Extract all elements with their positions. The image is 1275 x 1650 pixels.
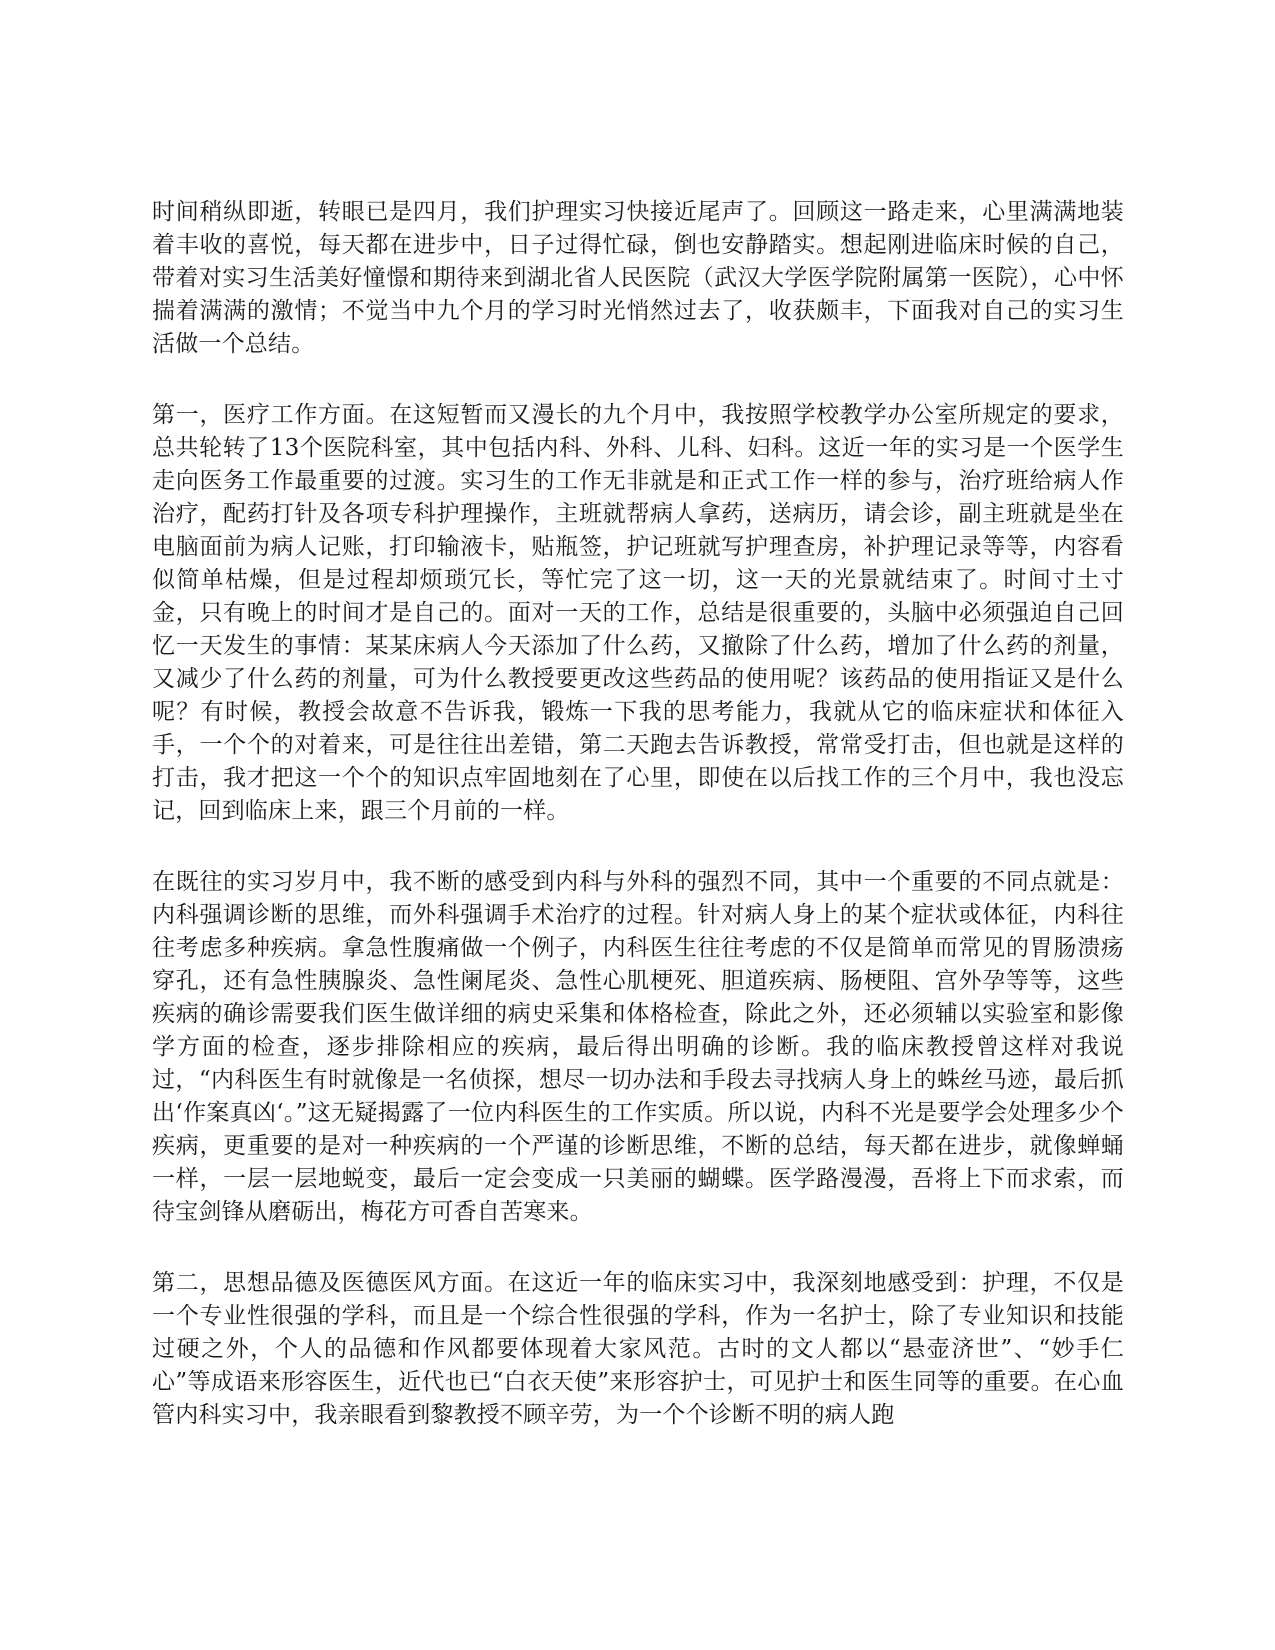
document-body (152, 196, 1124, 1470)
paragraph-intro: 时间稍纵即逝，转眼已是四月，我们护理实习快接近尾声了。回顾这一路走来，心里满满地装着丰收的喜悦，每天都在进步中，日子过得忙碌，倒也安静踏实。想起刚进临床时候的自己，带着对实习生活美好憧憬和期待来到湖北省人民医院（武汉大学医学院附属第一医院），心中怀揣着满满的激情；不觉当中九个月的学习时光悄然过去了，收获颇丰，下面我对自己的实习生活做一个总结。 (152, 199, 1124, 357)
paragraph-medical-work: 第一，医疗工作方面。在这短暂而又漫长的九个月中，我按照学校教学办公室所规定的要求，总共轮转了13个医院科室，其中包括内科、外科、儿科、妇科。这近一年的实习是一个医学生走向医务工作最重要的过渡。实习生的工作无非就是和正式工作一样的参与，治疗班给病人作治疗，配药打针及各项专科护理操作，主班就帮病人拿药，送病历，请会诊，副主班就是坐在电脑面前为病人记账，打印输液卡，贴瓶签，护记班就写护理查房，补护理记录等等，内容看似简单枯燥，但是过程却烦琐冗长，等忙完了这一切，这一天的光景就结束了。时间寸土寸金，只有晚上的时间才是自己的。面对一天的工作，总结是很重要的，头脑中必须强迫自己回忆一天发生的事情：某某床病人今天添加了什么药，又撤除了什么药，增加了什么药的剂量，又减少了什么药的剂量，可为什么教授要更改这些药品的使用呢？该药品的使用指证又是什么呢？有时候，教授会故意不告诉我，锻炼一下我的思考能力，我就从它的临床症状和体征入手，一个个的对着来，可是往往出差错，第二天跑去告诉教授，常常受打击，但也就是这样的打击，我才把这一个个的知识点牢固地刻在了心里，即使在以后找工作的三个月中，我也没忘记，回到临床上来，跟三个月前的一样。 (152, 402, 1124, 824)
paragraph-ethics: 第二，思想品德及医德医风方面。在这近一年的临床实习中，我深刻地感受到：护理，不仅是一个专业性很强的学科，而且是一个综合性很强的学科，作为一名护士，除了专业知识和技能过硬之外，个人的品德和作风都要体现着大家风范。古时的文人都以“悬壶济世”、“妙手仁心”等成语来形容医生，近代也已“白衣天使”来形容护士，可见护士和医生同等的重要。在心血管内科实习中，我亲眼看到黎教授不顾辛劳，为一个个诊断不明的病人跑 (152, 1270, 1124, 1428)
paragraph-internal-vs-surgery: 在既往的实习岁月中，我不断的感受到内科与外科的强烈不同，其中一个重要的不同点就是：内科强调诊断的思维，而外科强调手术治疗的过程。针对病人身上的某个症状或体征，内科往往考虑多种疾病。拿急性腹痛做一个例子，内科医生往往考虑的不仅是简单而常见的胃肠溃疡穿孔，还有急性胰腺炎、急性阑尾炎、急性心肌梗死、胆道疾病、肠梗阻、宫外孕等等，这些疾病的确诊需要我们医生做详细的病史采集和体格检查，除此之外，还必须辅以实验室和影像学方面的检查，逐步排除相应的疾病，最后得出明确的诊断。我的临床教授曾这样对我说过，“内科医生有时就像是一名侦探，想尽一切办法和手段去寻找病人身上的蛛丝马迹，最后抓出‘作案真凶‘。”这无疑揭露了一位内科医生的工作实质。所以说，内科不光是要学会处理多少个疾病，更重要的是对一种疾病的一个严谨的诊断思维，不断的总结，每天都在进步，就像蝉蛹一样，一层一层地蜕变，最后一定会变成一只美丽的蝴蝶。医学路漫漫，吾将上下而求索，而待宝剑锋从磨砺出，梅花方可香自苦寒来。 (152, 869, 1124, 1225)
